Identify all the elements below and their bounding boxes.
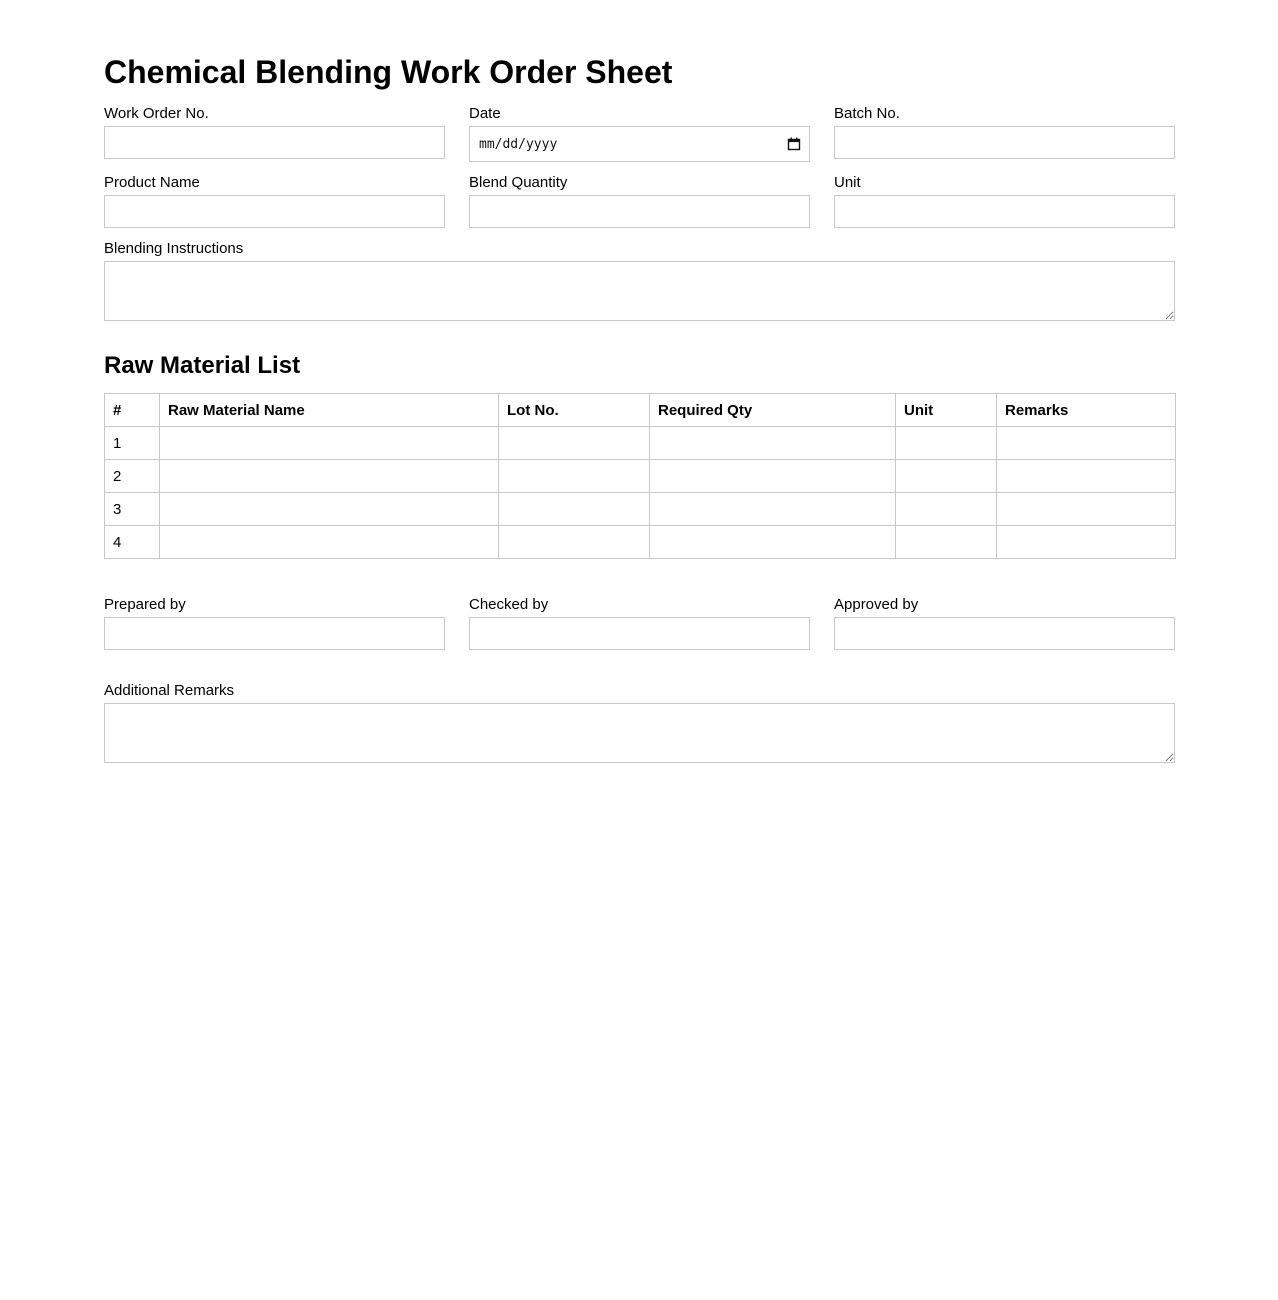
date-label: Date bbox=[469, 105, 501, 122]
raw-material-heading: Raw Material List bbox=[104, 352, 301, 379]
unit-cell[interactable] bbox=[896, 427, 997, 460]
prepared-by-label: Prepared by bbox=[104, 596, 186, 613]
checked-by-input[interactable] bbox=[469, 617, 810, 650]
row-number: 4 bbox=[105, 526, 160, 559]
unit-field bbox=[834, 174, 1175, 228]
additional-remarks-field bbox=[104, 682, 1175, 763]
blend-quantity-field bbox=[469, 174, 810, 228]
unit-cell[interactable] bbox=[896, 493, 997, 526]
approved-by-label: Approved by bbox=[834, 596, 919, 613]
unit-input[interactable] bbox=[834, 195, 1175, 228]
batch-no-input[interactable] bbox=[834, 126, 1175, 159]
date-field bbox=[469, 105, 810, 162]
prepared-by-input[interactable] bbox=[104, 617, 445, 650]
unit-cell[interactable] bbox=[896, 526, 997, 559]
column-header-required-qty: Required Qty bbox=[650, 394, 896, 427]
row-number: 3 bbox=[105, 493, 160, 526]
batch-no-label: Batch No. bbox=[834, 105, 900, 122]
approved-by-field bbox=[834, 596, 1175, 650]
column-header-unit: Unit bbox=[896, 394, 997, 427]
column-header-lot-no: Lot No. bbox=[499, 394, 650, 427]
table-row bbox=[105, 526, 1176, 559]
batch-no-field bbox=[834, 105, 1175, 162]
approved-by-input[interactable] bbox=[834, 617, 1175, 650]
lot-no-cell[interactable] bbox=[499, 493, 650, 526]
unit-label: Unit bbox=[834, 174, 861, 191]
date-input[interactable] bbox=[469, 126, 810, 162]
table-row bbox=[105, 427, 1176, 460]
remarks-cell[interactable] bbox=[997, 427, 1176, 460]
remarks-cell[interactable] bbox=[997, 493, 1176, 526]
work-order-no-label: Work Order No. bbox=[104, 105, 209, 122]
blending-instructions-textarea[interactable] bbox=[104, 261, 1175, 321]
raw-material-name-cell[interactable] bbox=[160, 460, 499, 493]
table-row bbox=[105, 493, 1176, 526]
table-header-row bbox=[105, 394, 1176, 427]
signature-row bbox=[104, 596, 1175, 650]
header-row-1 bbox=[104, 105, 1175, 162]
blend-quantity-label: Blend Quantity bbox=[469, 174, 568, 191]
table-row bbox=[105, 460, 1176, 493]
page-title: Chemical Blending Work Order Sheet bbox=[104, 54, 673, 90]
blending-instructions-row bbox=[104, 240, 1175, 321]
product-name-label: Product Name bbox=[104, 174, 200, 191]
required-qty-cell[interactable] bbox=[650, 460, 896, 493]
checked-by-label: Checked by bbox=[469, 596, 549, 613]
required-qty-cell[interactable] bbox=[650, 427, 896, 460]
additional-remarks-row bbox=[104, 682, 1175, 763]
work-order-no-input[interactable] bbox=[104, 126, 445, 159]
row-number: 1 bbox=[105, 427, 160, 460]
column-header-number: # bbox=[105, 394, 160, 427]
column-header-remarks: Remarks bbox=[997, 394, 1176, 427]
row-number: 2 bbox=[105, 460, 160, 493]
raw-material-name-cell[interactable] bbox=[160, 526, 499, 559]
blending-instructions-field bbox=[104, 240, 1175, 321]
work-order-no-field bbox=[104, 105, 445, 162]
checked-by-field bbox=[469, 596, 810, 650]
header-row-2 bbox=[104, 174, 1175, 228]
raw-material-name-cell[interactable] bbox=[160, 427, 499, 460]
blend-quantity-input[interactable] bbox=[469, 195, 810, 228]
product-name-input[interactable] bbox=[104, 195, 445, 228]
calendar-icon[interactable] bbox=[787, 137, 801, 151]
lot-no-cell[interactable] bbox=[499, 526, 650, 559]
column-header-raw-material-name: Raw Material Name bbox=[160, 394, 499, 427]
additional-remarks-textarea[interactable] bbox=[104, 703, 1175, 763]
unit-cell[interactable] bbox=[896, 460, 997, 493]
prepared-by-field bbox=[104, 596, 445, 650]
blending-instructions-label: Blending Instructions bbox=[104, 240, 244, 257]
remarks-cell[interactable] bbox=[997, 526, 1176, 559]
remarks-cell[interactable] bbox=[997, 460, 1176, 493]
lot-no-cell[interactable] bbox=[499, 460, 650, 493]
required-qty-cell[interactable] bbox=[650, 526, 896, 559]
product-name-field bbox=[104, 174, 445, 228]
date-placeholder: mm/dd/yyyy bbox=[479, 136, 558, 152]
required-qty-cell[interactable] bbox=[650, 493, 896, 526]
raw-material-name-cell[interactable] bbox=[160, 493, 499, 526]
raw-material-table bbox=[104, 393, 1176, 559]
lot-no-cell[interactable] bbox=[499, 427, 650, 460]
additional-remarks-label: Additional Remarks bbox=[104, 682, 235, 699]
